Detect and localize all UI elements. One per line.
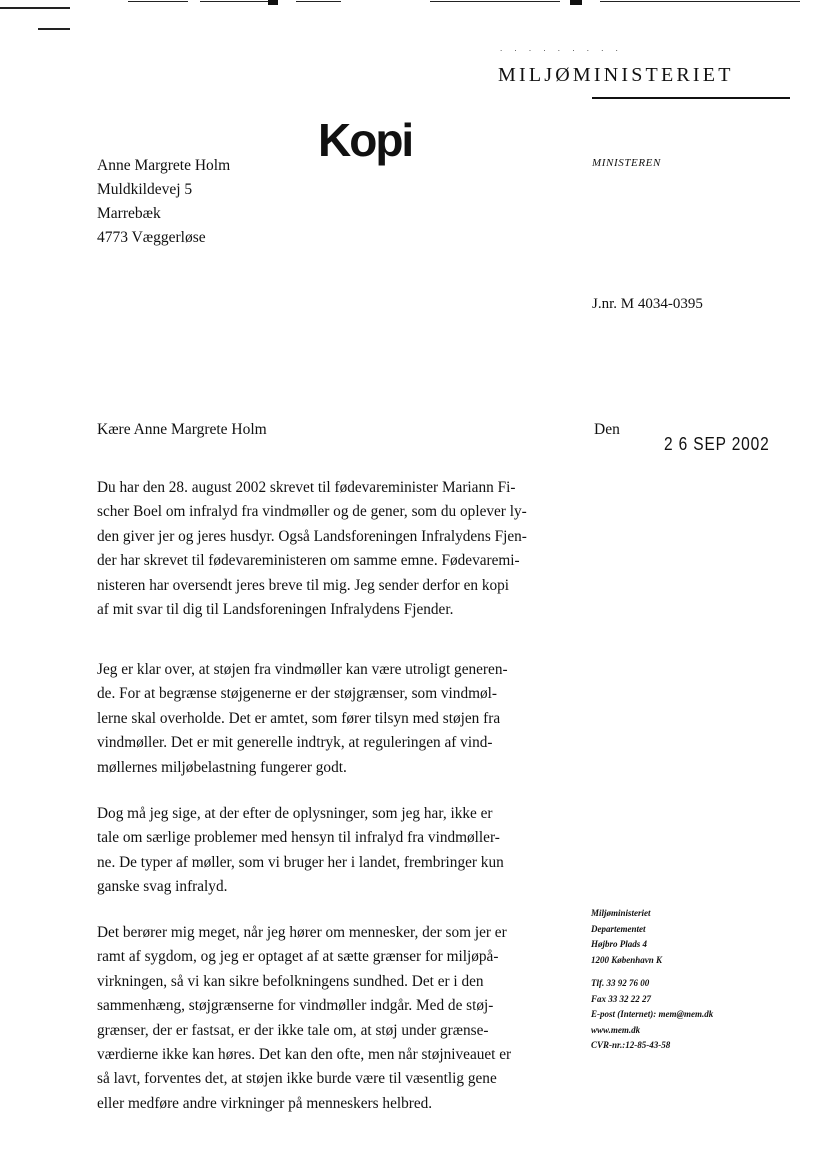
salutation: Kære Anne Margrete Holm (97, 421, 267, 438)
date-label: Den (594, 421, 620, 438)
copy-stamp-text: Kopi (318, 114, 413, 166)
ministry-name: MILJØMINISTERIET (498, 64, 734, 86)
text-line: vindmøller. Det er mit generelle indtryk, at reguleringen af vind- (97, 734, 493, 752)
scan-edge-mark (200, 1, 270, 2)
body-paragraph (97, 921, 557, 1116)
text-line: eller medføre andre virkninger på menneskers helbred. (97, 1094, 433, 1112)
contact-cvr: CVR-nr.:12-85-43-58 (591, 1040, 671, 1050)
scan-edge-mark (38, 28, 70, 30)
text-line: Det berører mig meget, når jeg hører om mennesker, der som jer er (97, 924, 507, 941)
recipient-name: Anne Margrete Holm (97, 157, 231, 174)
scan-edge-mark (0, 7, 70, 9)
text-line: nisteren har oversendt jeres breve til mig. Jeg sender derfor en kopi (97, 576, 510, 594)
recipient-postal-city: 4773 Væggerløse (97, 229, 206, 246)
text-line: lerne skal overholde. Det er amtet, som fører tilsyn med støjen fra (97, 709, 501, 727)
scan-edge-mark (296, 1, 341, 2)
text-line: så lavt, forventes det, at støjen ikke burde være til væsentlig gene (97, 1070, 497, 1088)
contact-street: Højbro Plads 4 (591, 939, 648, 949)
scan-edge-mark (128, 1, 188, 2)
contact-department: Departementet (591, 923, 646, 934)
recipient-street: Muldkildevej 5 (97, 181, 193, 198)
text-line: sammenhæng, støjgrænserne for vindmøller indgår. Med de støj- (97, 997, 494, 1015)
text-line: de. For at begrænse støjgenerne er der støjgrænser, som vindmøl- (97, 685, 497, 703)
date-stamp: 2 6 SEP 2002 (664, 434, 770, 454)
ministry-contact-block (591, 906, 713, 1054)
scan-edge-mark (570, 0, 582, 5)
body-paragraph (97, 802, 557, 900)
text-line: af mit svar til dig til Landsforeningen Infralydens Fjender. (97, 601, 454, 619)
ministry-logo-dots: · · · · · · · · · (500, 47, 623, 55)
contact-email: E-post (Internet): mem@mem.dk (591, 1009, 714, 1019)
scan-edge-mark (430, 1, 560, 2)
contact-website: www.mem.dk (591, 1024, 641, 1035)
text-line: ne. De typer af møller, som vi bruger her i landet, frembringer kun (97, 853, 504, 871)
scan-edge-mark (600, 1, 800, 2)
contact-org: Miljøministeriet (591, 908, 651, 918)
letterhead-rule (592, 97, 790, 99)
contact-city: 1200 København K (591, 954, 663, 965)
contact-fax: Fax 33 32 22 27 (591, 993, 652, 1004)
office-label: MINISTEREN (592, 157, 661, 169)
scan-edge-mark (268, 0, 278, 5)
copy-stamp (318, 114, 413, 166)
body-paragraph (97, 476, 557, 622)
journal-number: J.nr. M 4034-0395 (592, 296, 703, 312)
text-line: ramt af sygdom, og jeg er optaget af at sætte grænser for miljøpå- (97, 948, 499, 966)
text-line: der har skrevet til fødevareministeren om samme emne. Fødevaremi- (97, 552, 520, 570)
text-line: scher Boel om infralyd fra vindmøller og de gener, som du oplever ly- (97, 503, 527, 521)
body-paragraph (97, 658, 557, 780)
text-line: Jeg er klar over, at støjen fra vindmøller kan være utroligt generen- (97, 661, 508, 678)
text-line: Du har den 28. august 2002 skrevet til fødevareminister Mariann Fi- (97, 479, 516, 496)
text-line: virkningen, så vi kan sikre befolkningens sundhed. Det er i den (97, 972, 484, 990)
text-line: værdierne ikke kan høres. Det kan den ofte, men når støjniveauet er (97, 1046, 512, 1064)
text-line: tale om særlige problemer med hensyn til infralyd fra vindmøller- (97, 829, 500, 847)
recipient-locality: Marrebæk (97, 205, 161, 222)
text-line: grænser, der er fastsat, er der ikke tale om, at støj under grænse- (97, 1021, 489, 1039)
text-line: Dog må jeg sige, at der efter de oplysninger, som jeg har, ikke er (97, 805, 493, 822)
text-line: ganske svag infralyd. (97, 878, 228, 896)
text-line: møllernes miljøbelastning fungerer godt. (97, 758, 347, 776)
contact-phone: Tlf. 33 92 76 00 (591, 978, 650, 988)
text-line: den giver jer og jeres husdyr. Også Landsforeningen Infralydens Fjen- (97, 527, 527, 545)
